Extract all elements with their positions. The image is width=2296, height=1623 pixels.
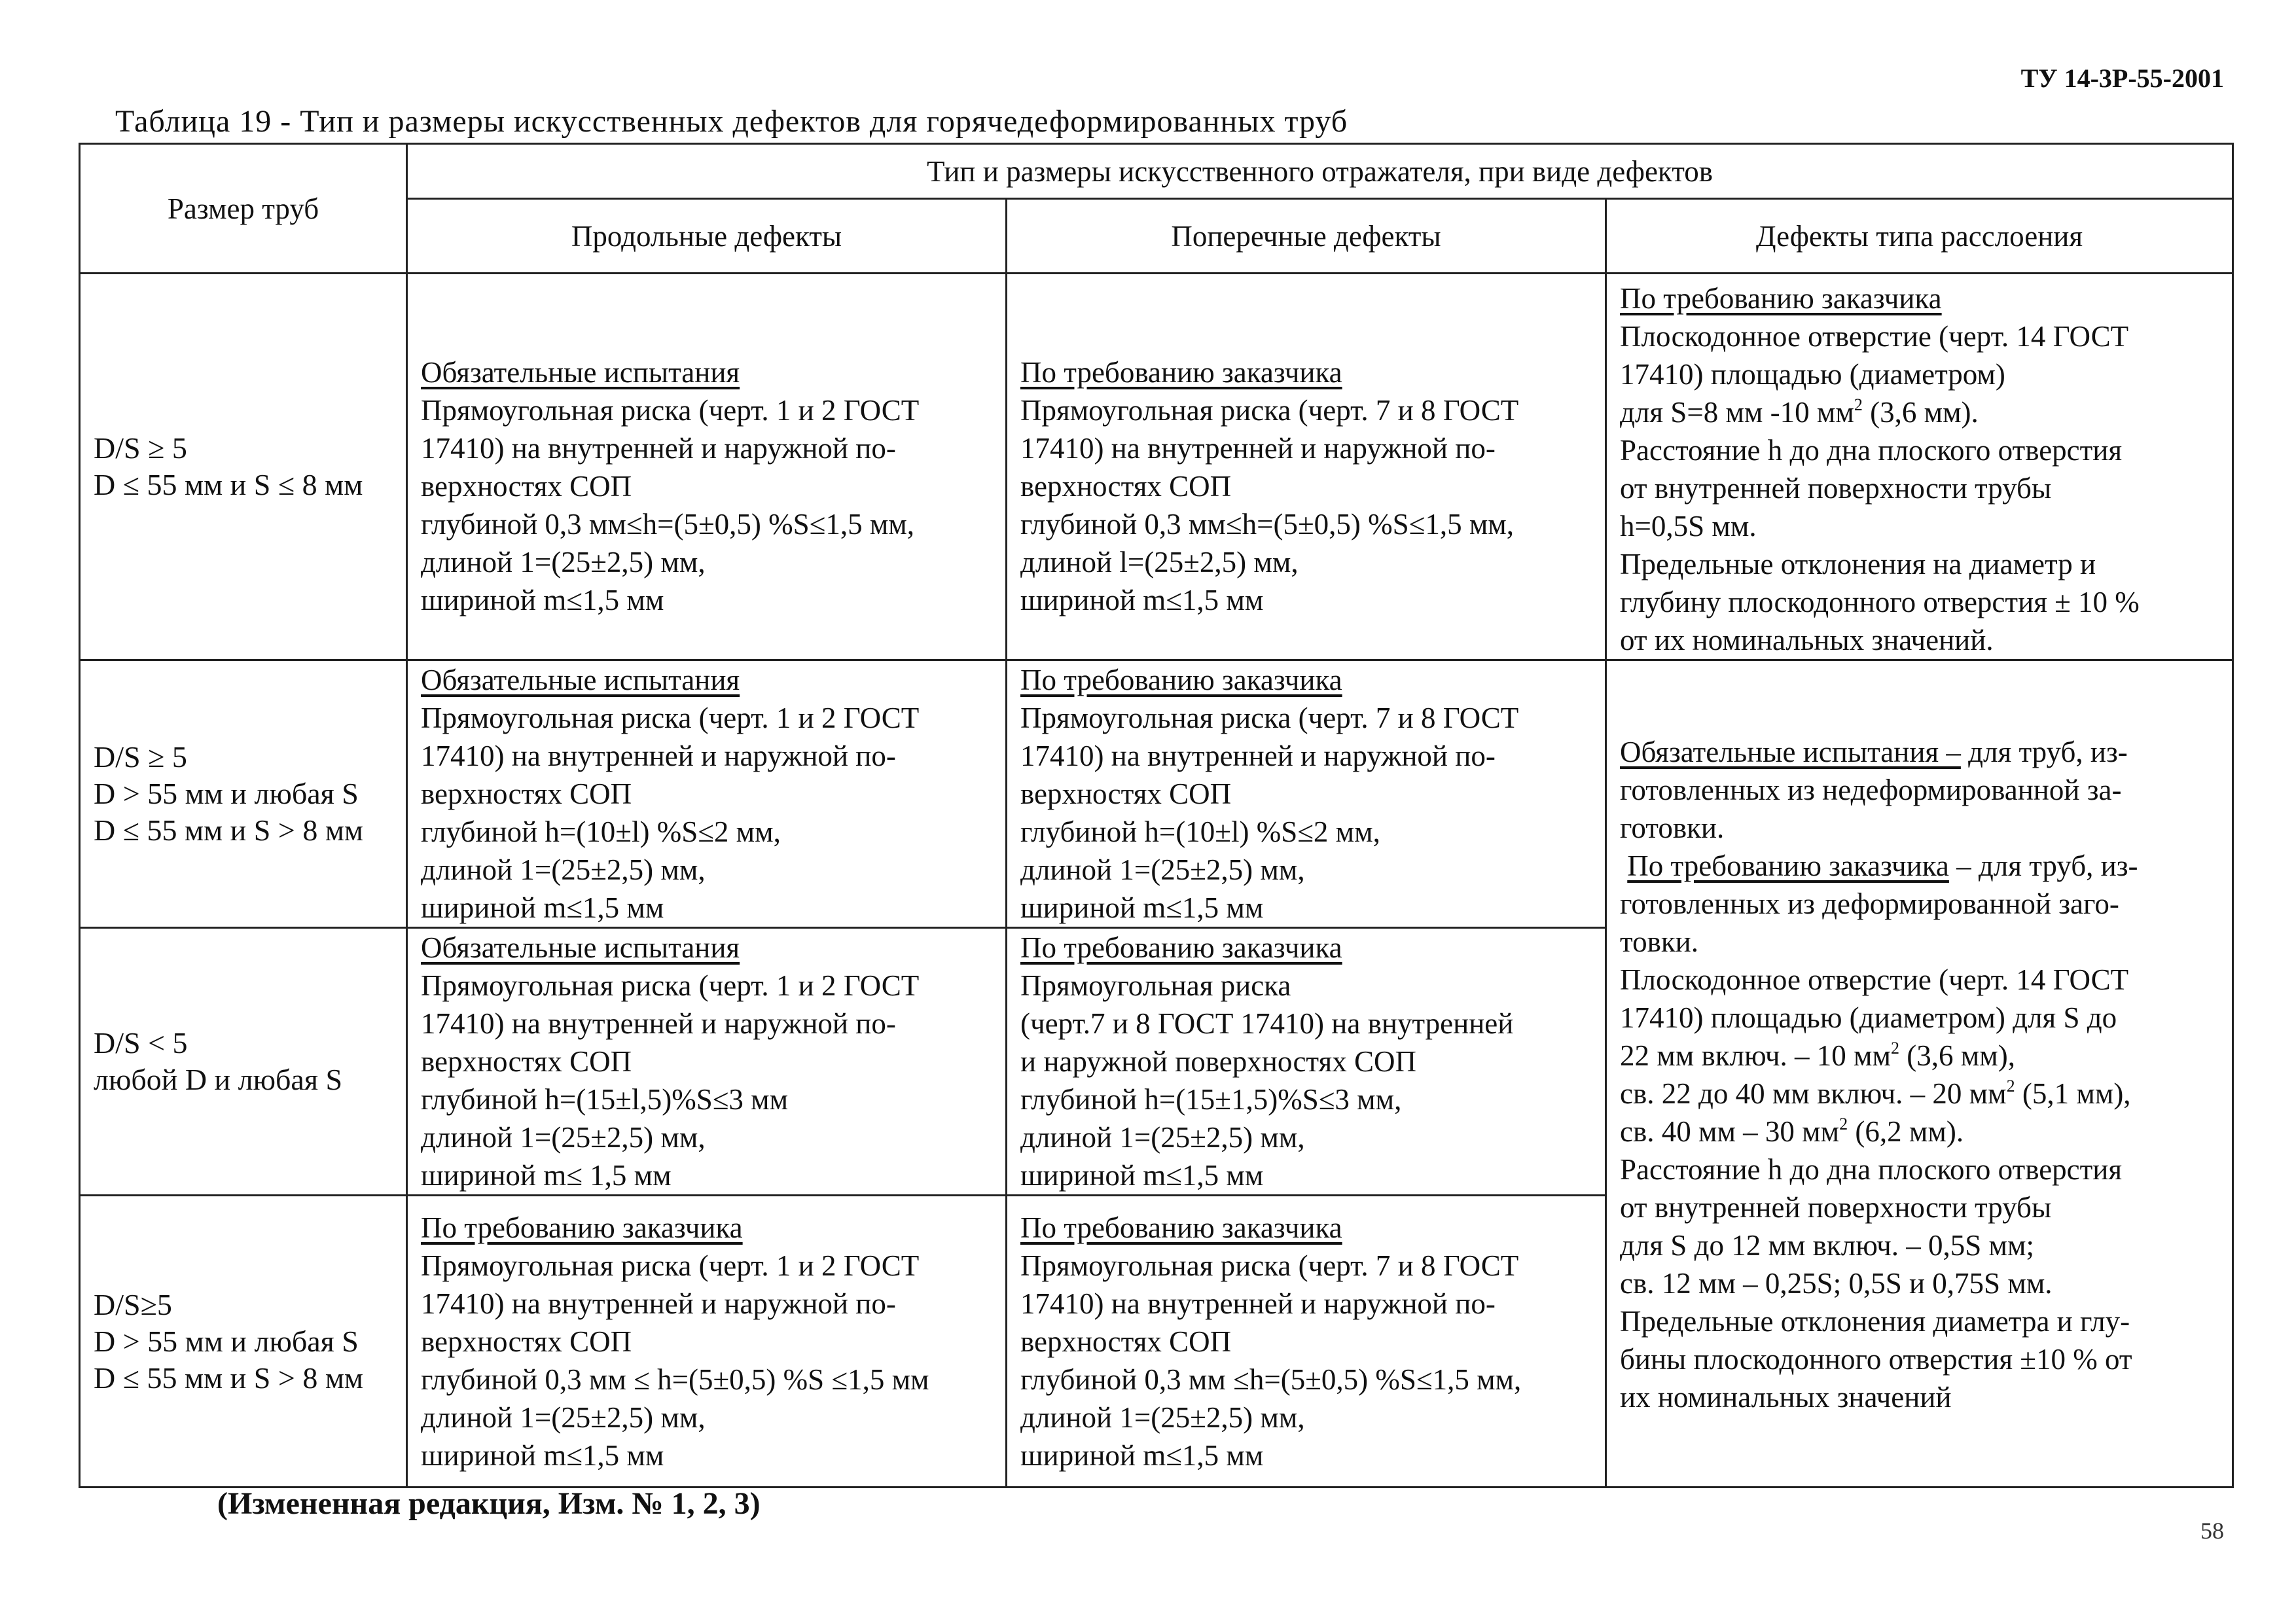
- cell-line: глубиной 0,3 мм ≤h=(5±0,5) %S≤1,5 мм,: [1020, 1363, 1522, 1396]
- longitudinal-cell: [407, 1196, 1007, 1488]
- delamination-cell: [1606, 660, 2233, 1488]
- cell-text: св. 40 мм – 30 мм: [1620, 1115, 1840, 1148]
- longitudinal-cell: [407, 274, 1007, 660]
- superscript: 2: [1854, 395, 1863, 414]
- requirement-heading: По требованию заказчика: [1620, 282, 1942, 315]
- cell-line: [1620, 393, 2219, 431]
- cell-line: длиной 1=(25±2,5) мм,: [1020, 1121, 1305, 1154]
- cell-line: длиной 1=(25±2,5) мм,: [1020, 853, 1305, 886]
- cell-line: длиной 1=(25±2,5) мм,: [421, 853, 706, 886]
- superscript: 2: [1839, 1115, 1848, 1133]
- cell-line: длиной l=(25±2,5) мм,: [1020, 546, 1299, 579]
- transverse-cell: [1007, 928, 1606, 1196]
- requirement-heading: По требованию заказчика: [1020, 356, 1342, 389]
- cell-line: шириной m≤1,5 мм: [1020, 584, 1264, 616]
- cell-line: шириной m≤1,5 мм: [1020, 891, 1264, 924]
- cell-line: шириной m≤1,5 мм: [421, 891, 664, 924]
- size-line: D/S < 5: [94, 1026, 188, 1060]
- size-line: D > 55 мм и любая S: [94, 777, 359, 810]
- size-line: D/S ≥ 5: [94, 431, 187, 465]
- cell-line: длиной 1=(25±2,5) мм,: [1020, 1400, 1305, 1434]
- cell-text: для труб, из-: [1960, 736, 2128, 768]
- pipe-size-cell: [80, 928, 407, 1196]
- superscript: 2: [2006, 1077, 2015, 1096]
- header-delamination: Дефекты типа расслоения: [1606, 199, 2233, 274]
- cell-line: от их номинальных значений.: [1620, 624, 1994, 656]
- cell-line: Предельные отклонения диаметра и глу-: [1620, 1305, 2130, 1338]
- cell-text: (5,1 мм),: [2015, 1077, 2131, 1110]
- cell-line: глубиной h=(10±l) %S≤2 мм,: [421, 815, 781, 848]
- transverse-cell: [1007, 274, 1606, 660]
- requirement-heading: Обязательные испытания –: [1620, 736, 1961, 768]
- cell-line: Прямоугольная риска (черт. 1 и 2 ГОСТ: [421, 394, 920, 427]
- size-line: D ≤ 55 мм и S > 8 мм: [94, 813, 364, 847]
- cell-line: и наружной поверхностях СОП: [1020, 1045, 1416, 1078]
- size-line: D ≤ 55 мм и S ≤ 8 мм: [94, 468, 363, 501]
- cell-line: шириной m≤1,5 мм: [421, 1438, 664, 1472]
- defects-table: [79, 143, 2234, 1488]
- cell-line: бины плоскодонного отверстия ±10 % от: [1620, 1343, 2132, 1376]
- cell-line: св. 12 мм – 0,25S; 0,5S и 0,75S мм.: [1620, 1267, 2053, 1300]
- longitudinal-cell: [407, 660, 1007, 928]
- cell-line: верхностях СОП: [421, 777, 632, 810]
- cell-line: Прямоугольная риска (черт. 7 и 8 ГОСТ: [1020, 702, 1519, 734]
- cell-line: шириной m≤1,5 мм: [1020, 1159, 1264, 1192]
- requirement-heading: По требованию заказчика: [1020, 664, 1342, 696]
- cell-line: глубиной 0,3 мм≤h=(5±0,5) %S≤1,5 мм,: [1020, 508, 1515, 541]
- cell-text: (3,6 мм),: [1899, 1039, 2015, 1072]
- cell-line: 17410) на внутренней и наружной по-: [421, 1287, 896, 1320]
- cell-line: [1620, 1037, 2219, 1075]
- pipe-size-cell: [80, 274, 407, 660]
- size-line: D/S≥5: [94, 1287, 172, 1321]
- cell-line: шириной m≤ 1,5 мм: [421, 1159, 672, 1192]
- table-caption: Таблица 19 - Тип и размеры искусственных дефектов для горячедеформированных труб: [115, 104, 1348, 139]
- cell-line: Прямоугольная риска (черт. 7 и 8 ГОСТ: [1020, 394, 1519, 427]
- longitudinal-cell: [407, 928, 1007, 1196]
- table-header-row: [80, 144, 2233, 199]
- cell-line: Прямоугольная риска: [1020, 969, 1291, 1002]
- cell-line: h=0,5S мм.: [1620, 510, 1757, 543]
- page-number: 58: [2200, 1518, 2224, 1544]
- cell-line: готовленных из деформированной заго-: [1620, 887, 2119, 920]
- cell-line: шириной m≤1,5 мм: [1020, 1438, 1264, 1472]
- superscript: 2: [1891, 1039, 1900, 1058]
- cell-line: 17410) на внутренней и наружной по-: [421, 432, 896, 465]
- cell-line: от внутренней поверхности трубы: [1620, 1191, 2052, 1224]
- requirement-heading: По требованию заказчика: [1020, 1211, 1342, 1244]
- cell-line: глубиной 0,3 мм ≤ h=(5±0,5) %S ≤1,5 мм: [421, 1363, 929, 1396]
- cell-line: глубиной h=(15±l,5)%S≤3 мм: [421, 1083, 789, 1116]
- cell-line: товки.: [1620, 925, 1699, 958]
- cell-line: [1620, 733, 2219, 771]
- table-row: [80, 660, 2233, 928]
- cell-line: Предельные отклонения на диаметр и: [1620, 548, 2096, 580]
- size-line: D > 55 мм и любая S: [94, 1324, 359, 1358]
- pipe-size-cell: [80, 1196, 407, 1488]
- header-pipe-size: Размер труб: [80, 144, 407, 274]
- cell-line: верхностях СОП: [421, 1045, 632, 1078]
- document-code: ТУ 14-3Р-55-2001: [2020, 63, 2224, 93]
- cell-line: [1620, 1113, 2219, 1150]
- cell-line: верхностях СОП: [1020, 777, 1232, 810]
- cell-text: 22 мм включ. – 10 мм: [1620, 1039, 1892, 1072]
- cell-text: – для труб, из-: [1948, 849, 2138, 882]
- requirement-heading: По требованию заказчика: [1627, 849, 1949, 882]
- cell-line: 17410) площадью (диаметром): [1620, 358, 2005, 391]
- size-line: D ≤ 55 мм и S > 8 мм: [94, 1361, 364, 1395]
- cell-line: Прямоугольная риска (черт. 7 и 8 ГОСТ: [1020, 1249, 1519, 1282]
- cell-line: их номинальных значений: [1620, 1381, 1952, 1414]
- cell-line: Расстояние h до дна плоского отверстия: [1620, 434, 2123, 467]
- cell-line: Прямоугольная риска (черт. 1 и 2 ГОСТ: [421, 702, 920, 734]
- transverse-cell: [1007, 1196, 1606, 1488]
- requirement-heading: Обязательные испытания: [421, 356, 740, 389]
- header-transverse: Поперечные дефекты: [1007, 199, 1606, 274]
- cell-line: 17410) на внутренней и наружной по-: [1020, 740, 1496, 772]
- pipe-size-cell: [80, 660, 407, 928]
- size-line: любой D и любая S: [94, 1063, 343, 1096]
- table-row: [80, 274, 2233, 660]
- cell-line: [1620, 1075, 2219, 1113]
- cell-line: верхностях СОП: [421, 470, 632, 503]
- cell-line: (черт.7 и 8 ГОСТ 17410) на внутренней: [1020, 1007, 1514, 1040]
- cell-line: 17410) площадью (диаметром) для S до: [1620, 1001, 2117, 1034]
- cell-line: [1620, 847, 2219, 885]
- size-line: D/S ≥ 5: [94, 740, 187, 774]
- header-longitudinal: Продольные дефекты: [407, 199, 1007, 274]
- cell-line: для S до 12 мм включ. – 0,5S мм;: [1620, 1229, 2035, 1262]
- cell-text: (3,6 мм).: [1862, 396, 1979, 429]
- delamination-cell: [1606, 274, 2233, 660]
- requirement-heading: По требованию заказчика: [1020, 931, 1342, 964]
- cell-line: от внутренней поверхности трубы: [1620, 472, 2052, 505]
- cell-line: верхностях СОП: [421, 1325, 632, 1358]
- requirement-heading: Обязательные испытания: [421, 931, 740, 964]
- cell-line: готовки.: [1620, 812, 1725, 844]
- cell-line: готовленных из недеформированной за-: [1620, 774, 2122, 806]
- header-reflector-group: Тип и размеры искусственного отражателя, при виде дефектов: [407, 144, 2233, 199]
- cell-line: Расстояние h до дна плоского отверстия: [1620, 1153, 2123, 1186]
- cell-line: верхностях СОП: [1020, 470, 1232, 503]
- cell-line: глубиной 0,3 мм≤h=(5±0,5) %S≤1,5 мм,: [421, 508, 915, 541]
- cell-line: Прямоугольная риска (черт. 1 и 2 ГОСТ: [421, 1249, 920, 1282]
- cell-line: длиной 1=(25±2,5) мм,: [421, 1121, 706, 1154]
- cell-line: длиной 1=(25±2,5) мм,: [421, 546, 706, 579]
- requirement-heading: Обязательные испытания: [421, 664, 740, 696]
- cell-line: глубиной h=(10±l) %S≤2 мм,: [1020, 815, 1380, 848]
- cell-line: 17410) на внутренней и наружной по-: [421, 740, 896, 772]
- cell-line: Прямоугольная риска (черт. 1 и 2 ГОСТ: [421, 969, 920, 1002]
- cell-line: шириной m≤1,5 мм: [421, 584, 664, 616]
- cell-line: верхностях СОП: [1020, 1325, 1232, 1358]
- cell-line: длиной 1=(25±2,5) мм,: [421, 1400, 706, 1434]
- cell-text: св. 22 до 40 мм включ. – 20 мм: [1620, 1077, 2007, 1110]
- transverse-cell: [1007, 660, 1606, 928]
- cell-text: (6,2 мм).: [1848, 1115, 1964, 1148]
- requirement-heading: По требованию заказчика: [421, 1211, 743, 1244]
- cell-line: 17410) на внутренней и наружной по-: [1020, 432, 1496, 465]
- cell-line: Плоскодонное отверстие (черт. 14 ГОСТ: [1620, 963, 2129, 996]
- cell-line: 17410) на внутренней и наружной по-: [421, 1007, 896, 1040]
- cell-line: 17410) на внутренней и наружной по-: [1020, 1287, 1496, 1320]
- cell-line: Плоскодонное отверстие (черт. 14 ГОСТ: [1620, 320, 2129, 353]
- cell-line: глубиной h=(15±1,5)%S≤3 мм,: [1020, 1083, 1402, 1116]
- cell-text: для S=8 мм -10 мм: [1620, 396, 1854, 429]
- amendment-note: (Измененная редакция, Изм. № 1, 2, 3): [217, 1486, 761, 1521]
- cell-line: глубину плоскодонного отверстия ± 10 %: [1620, 586, 2140, 618]
